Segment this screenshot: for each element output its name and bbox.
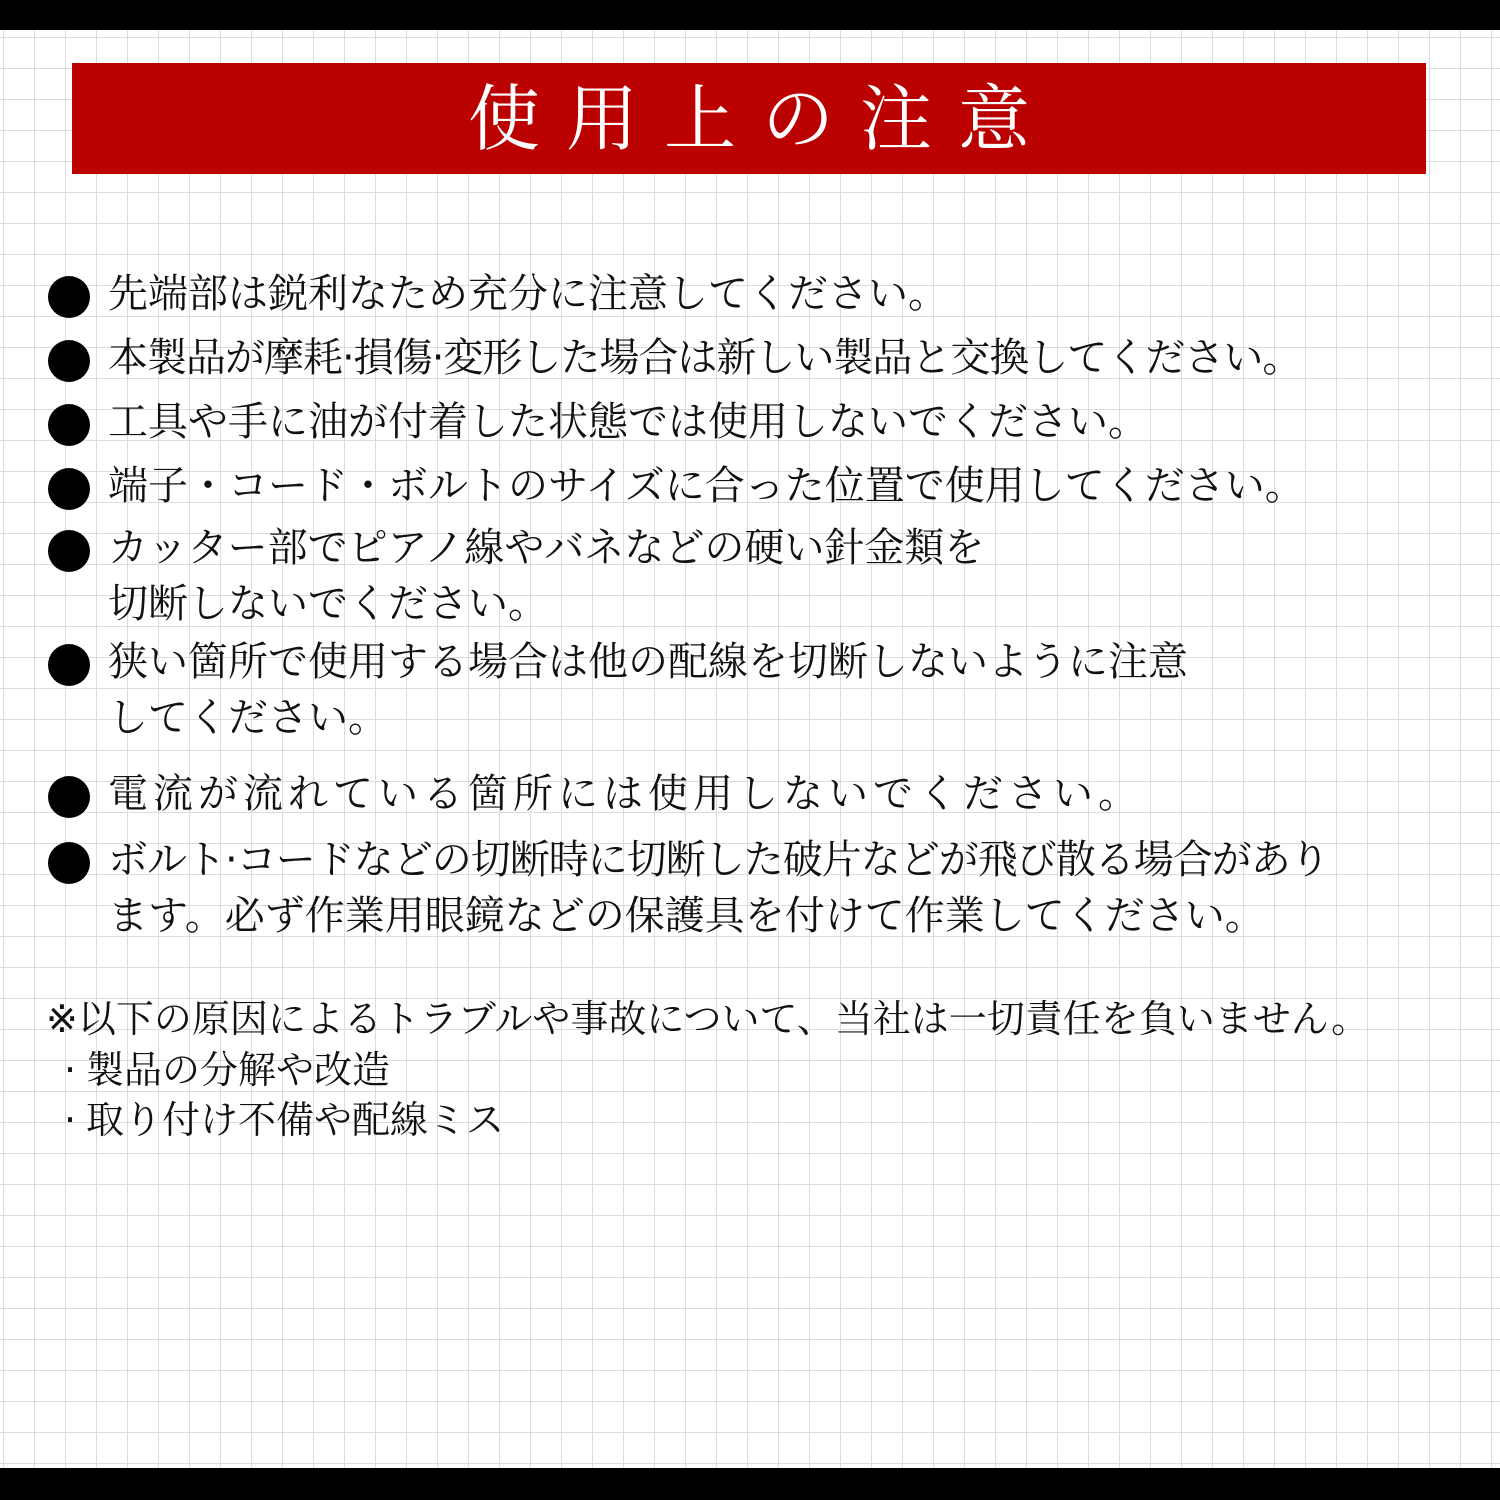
notice-text-line-1: カッター部でピアノ線やバネなどの硬い針金類を <box>108 525 985 571</box>
notice-item <box>48 832 1488 944</box>
disclaimer-list <box>46 1045 1486 1145</box>
bullet-icon <box>48 404 90 446</box>
bullet-icon <box>48 340 90 382</box>
dot-marker: · <box>64 1098 77 1142</box>
bullet-icon <box>48 530 90 572</box>
notice-item <box>48 394 1488 450</box>
bullet-icon <box>48 276 90 318</box>
disclaimer <box>46 993 1486 1145</box>
notice-text: 電流が流れている箇所には使用しないでください。 <box>108 771 1143 817</box>
dot-marker: · <box>64 1048 77 1092</box>
bottom-border <box>0 1468 1500 1500</box>
notice-text: 工具や手に油が付着した状態では使用しないでください。 <box>108 399 1148 445</box>
disclaimer-heading: ※以下の原因によるトラブルや事故について、当社は一切責任を負いません。 <box>46 997 1370 1041</box>
notice-item <box>48 458 1488 514</box>
disclaimer-item-text: 製品の分解や改造 <box>86 1048 391 1092</box>
bullet-icon <box>48 468 90 510</box>
notice-text-line-1: 狭い箇所で使用する場合は他の配線を切断しないように注意 <box>108 639 1188 685</box>
disclaimer-item <box>46 1095 1486 1145</box>
page-title: 使用上の注意 <box>467 76 1056 161</box>
notice-text: 本製品が摩耗·損傷·変形した場合は新しい製品と交換してください。 <box>108 335 1302 381</box>
notice-item <box>48 634 1488 746</box>
bullet-icon <box>48 776 90 818</box>
disclaimer-item <box>46 1045 1486 1095</box>
notice-text-line-2: してください。 <box>108 695 388 741</box>
notice-item <box>48 520 1488 632</box>
notice-item <box>48 266 1488 322</box>
notice-text: 端子・コード・ボルトのサイズに合った位置で使用してください。 <box>108 463 1305 509</box>
disclaimer-item-text: 取り付け不備や配線ミス <box>86 1098 505 1142</box>
bullet-icon <box>48 644 90 686</box>
notice-text-line-2: ます。必ず作業用眼鏡などの保護具を付けて作業してください。 <box>108 893 1265 939</box>
notice-item <box>48 766 1488 822</box>
notice-text-line-1: ボルト·コードなどの切断時に切断した破片などが飛び散る場合があり <box>108 837 1329 883</box>
top-border <box>0 0 1500 30</box>
notice-text-line-2: 切断しないでください。 <box>108 581 548 627</box>
bullet-icon <box>48 842 90 884</box>
title-banner <box>72 63 1426 174</box>
notice-item <box>48 330 1488 386</box>
notice-text: 先端部は鋭利なため充分に注意してください。 <box>108 271 948 317</box>
